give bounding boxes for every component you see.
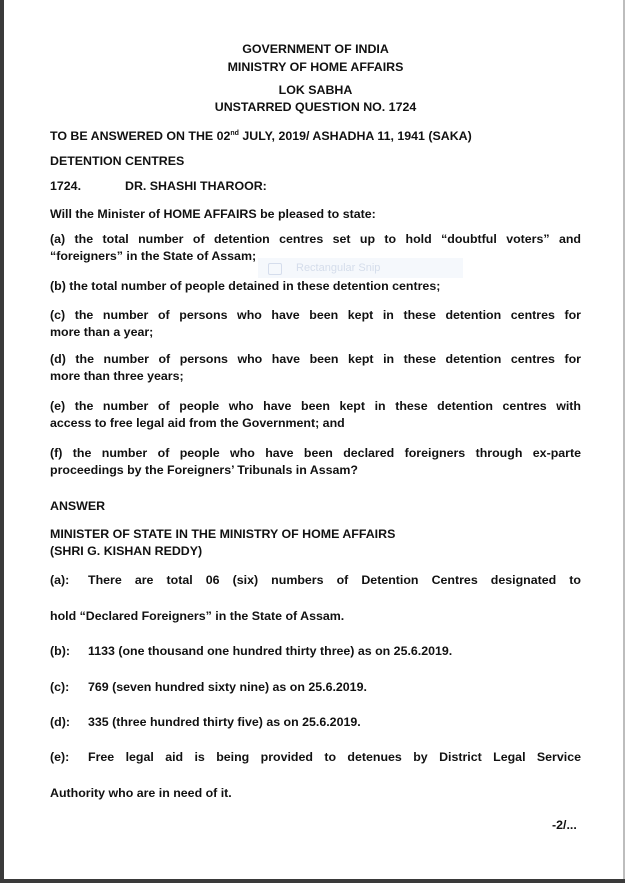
answer-a-line-2: hold “Declared Foreigners” in the State of Assam.: [50, 609, 345, 623]
answer-b-label: (b):: [50, 644, 70, 658]
snip-tool-hint: Rectangular Snip: [258, 258, 463, 278]
question-f-line-1: (f) the number of people who have been declared foreigners through ex-parte: [50, 446, 581, 460]
header-house: LOK SABHA: [278, 83, 353, 97]
header-government: GOVERNMENT OF INDIA: [242, 42, 389, 56]
question-d-line-1: (d) the number of persons who have been kept in these detention centres for: [50, 352, 581, 366]
page-frame-bottom: [0, 879, 625, 883]
question-number: 1724.: [50, 179, 82, 193]
question-e-line-1: (e) the number of people who have been kept in these detention centres with: [50, 399, 581, 413]
question-c-line-1: (c) the number of persons who have been kept in these detention centres for: [50, 308, 581, 322]
answer-e-label: (e):: [50, 750, 70, 764]
answer-a-label: (a):: [50, 573, 70, 587]
answer-minister-title: MINISTER OF STATE IN THE MINISTRY OF HOME AFFAIRS: [50, 527, 396, 541]
answer-c: (c): 769 (seven hundred sixty nine) as on 25.6.2019.: [50, 680, 367, 694]
answer-a-line-1: (a): There are total 06 (six) numbers of Detention Centres designated to: [50, 573, 581, 587]
question-e-line-2: access to free legal aid from the Government; and: [50, 416, 345, 430]
asker-name: DR. SHASHI THAROOR:: [125, 179, 267, 193]
answer-heading: ANSWER: [50, 499, 106, 513]
header-ministry: MINISTRY OF HOME AFFAIRS: [227, 60, 404, 74]
question-b: (b) the total number of people detained in these detention centres;: [50, 279, 441, 293]
question-a-line-2: “foreigners” in the State of Assam;: [50, 249, 257, 263]
page-frame-left: [0, 0, 4, 883]
answer-b: (b): 1133 (one thousand one hundred thirty three) as on 25.6.2019.: [50, 644, 453, 658]
answer-e-line-1: (e): Free legal aid is being provided to detenues by District Legal Service: [50, 750, 581, 764]
answer-d-label: (d):: [50, 715, 70, 729]
answer-c-label: (c):: [50, 680, 70, 694]
question-d-line-2: more than three years;: [50, 369, 184, 383]
subject-heading: DETENTION CENTRES: [50, 154, 185, 168]
answer-minister-name: (SHRI G. KISHAN REDDY): [50, 544, 203, 558]
question-a-line-1: (a) the total number of detention centres set up to hold “doubtful voters” and: [50, 232, 581, 246]
question-intro: Will the Minister of HOME AFFAIRS be pleased to state:: [50, 207, 376, 221]
answer-e-line-2: Authority who are in need of it.: [50, 786, 232, 800]
question-asker-line: [50, 178, 267, 194]
header-question-number: UNSTARRED QUESTION NO. 1724: [214, 100, 417, 114]
page-continuation-marker: -2/...: [552, 818, 577, 832]
question-c-line-2: more than a year;: [50, 325, 154, 339]
answer-d: (d): 335 (three hundred thirty five) as on 25.6.2019.: [50, 715, 361, 729]
answer-date-line: TO BE ANSWERED ON THE 02nd JULY, 2019/ ASHADHA 11, 1941 (SAKA): [50, 129, 472, 143]
snip-icon: [268, 263, 282, 275]
question-f-line-2: proceedings by the Foreigners’ Tribunals in Assam?: [50, 463, 359, 477]
